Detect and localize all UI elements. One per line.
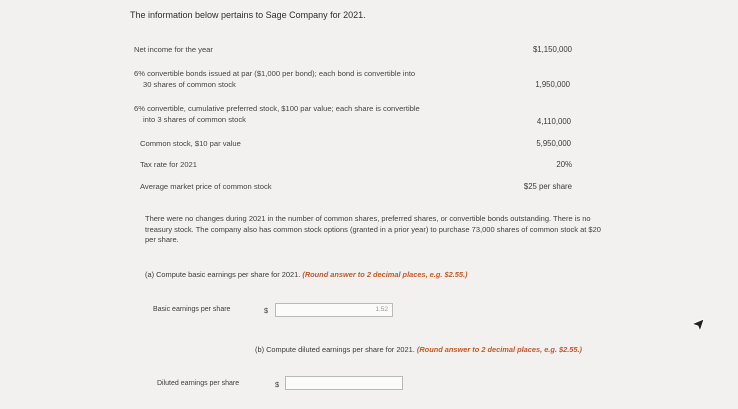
basic-eps-input[interactable]: 1.52 — [275, 303, 393, 317]
preferred-value: 4,110,000 — [536, 117, 571, 126]
tax-rate-value: 20% — [556, 160, 572, 169]
info-paragraph: There were no changes during 2021 in the number of common shares, preferred shares, or convertible bonds outstanding. There is no treasury stock. The company also has common stock options (granted in a prior year) to purchase 73,000 shares of common stock at $20 per share. — [145, 214, 601, 244]
bonds-label-line2: 30 shares of common stock — [143, 80, 236, 89]
market-price-value: $25 per share — [523, 182, 572, 191]
basic-eps-currency: $ — [264, 306, 269, 315]
common-stock-value: 5,950,000 — [536, 139, 571, 148]
net-income-label: Net income for the year — [134, 45, 213, 54]
net-income-value: $1,150,000 — [532, 45, 572, 54]
bonds-value: 1,950,000 — [535, 80, 570, 89]
question-a-text: (a) Compute basic earnings per share for 2021. — [145, 270, 301, 279]
preferred-label-line2: into 3 shares of common stock — [143, 115, 246, 124]
diluted-eps-currency: $ — [275, 380, 280, 389]
question-b — [255, 345, 582, 354]
basic-eps-label: Basic earnings per share — [153, 306, 231, 313]
bonds-label-line1: 6% convertible bonds issued at par ($1,000 per bond); each bond is convertible into — [134, 69, 416, 78]
question-a — [145, 270, 467, 279]
tax-rate-label: Tax rate for 2021 — [140, 160, 197, 169]
market-price-label: Average market price of common stock — [140, 182, 272, 191]
common-stock-label: Common stock, $10 par value — [140, 139, 241, 148]
question-b-hint: (Round answer to 2 decimal places, e.g. $2.55.) — [416, 345, 582, 354]
diluted-eps-label: Diluted earnings per share — [157, 380, 240, 387]
mouse-cursor-icon — [691, 318, 705, 332]
question-a-hint: (Round answer to 2 decimal places, e.g. $2.55.) — [302, 270, 468, 279]
question-b-text: (b) Compute diluted earnings per share for 2021. — [255, 345, 415, 354]
diluted-eps-input[interactable] — [285, 376, 403, 390]
preferred-label-line1: 6% convertible, cumulative preferred stock, $100 par value; each share is convertible — [134, 104, 420, 113]
intro-text: The information below pertains to Sage Company for 2021. — [130, 10, 366, 20]
